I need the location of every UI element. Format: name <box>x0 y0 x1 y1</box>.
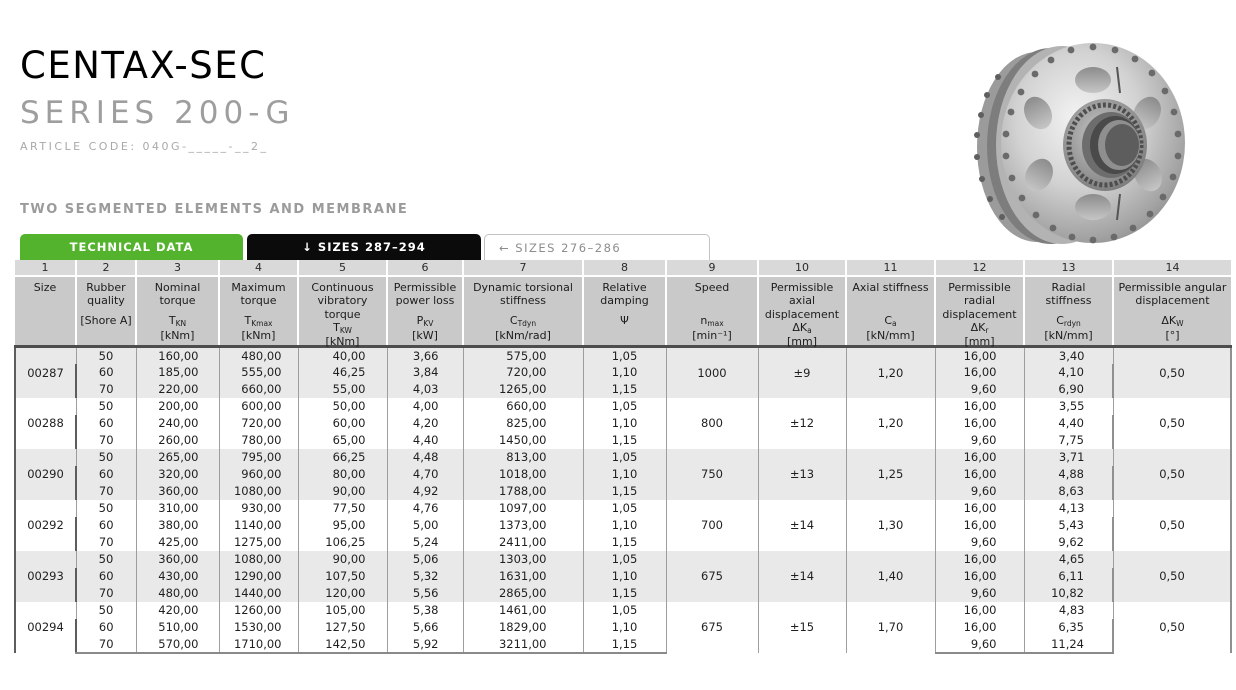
technical-data-table-wrap <box>14 260 1230 654</box>
cell-maximum-torque: 780,00 <box>219 432 298 449</box>
cell-nominal-torque: 310,00 <box>136 500 219 517</box>
brand-block <box>20 44 295 153</box>
configuration-subtitle: TWO SEGMENTED ELEMENTS AND MEMBRANE <box>20 202 409 217</box>
cell-relative-damping: 1,10 <box>583 364 666 381</box>
tab-bar <box>20 234 710 260</box>
cell-radial-stiffness: 7,75 <box>1024 432 1113 449</box>
cell-axial-displacement: ±15 <box>758 602 846 653</box>
table-row <box>15 500 1231 517</box>
column-number: 13 <box>1024 260 1113 276</box>
cell-torsional-stiffness: 1450,00 <box>463 432 583 449</box>
column-header: Dynamic torsional stiffness $C_{Tdyn}$ [kNm/rad] <box>463 276 583 347</box>
cell-relative-damping: 1,05 <box>583 398 666 415</box>
cell-radial-stiffness: 6,90 <box>1024 381 1113 398</box>
cell-nominal-torque: 425,00 <box>136 534 219 551</box>
cell-relative-damping: 1,15 <box>583 381 666 398</box>
cell-radial-displacement: 16,00 <box>935 466 1024 483</box>
cell-maximum-torque: 960,00 <box>219 466 298 483</box>
cell-axial-displacement: ±13 <box>758 449 846 500</box>
column-number: 12 <box>935 260 1024 276</box>
table-row <box>15 568 1231 585</box>
cell-maximum-torque: 1080,00 <box>219 483 298 500</box>
cell-relative-damping: 1,15 <box>583 483 666 500</box>
cell-power-loss: 3,66 <box>387 347 463 364</box>
cell-power-loss: 4,00 <box>387 398 463 415</box>
coupling-product-image <box>965 35 1195 260</box>
cell-radial-displacement: 16,00 <box>935 602 1024 619</box>
cell-maximum-torque: 1530,00 <box>219 619 298 636</box>
table-row <box>15 551 1231 568</box>
cell-speed: 800 <box>666 398 758 449</box>
column-number: 2 <box>76 260 136 276</box>
cell-radial-displacement: 9,60 <box>935 636 1024 653</box>
cell-size: 00288 <box>15 398 76 449</box>
cell-speed: 675 <box>666 551 758 602</box>
cell-torsional-stiffness: 3211,00 <box>463 636 583 653</box>
cell-maximum-torque: 480,00 <box>219 347 298 364</box>
cell-angular-displacement: 0,50 <box>1113 500 1231 551</box>
cell-rubber-quality: 60 <box>76 568 136 585</box>
cell-vibratory-torque: 77,50 <box>298 500 387 517</box>
cell-vibratory-torque: 40,00 <box>298 347 387 364</box>
cell-radial-displacement: 16,00 <box>935 347 1024 364</box>
cell-maximum-torque: 1275,00 <box>219 534 298 551</box>
table-row <box>15 534 1231 551</box>
column-header: Permissible power loss $P_{KV}$ [kW] <box>387 276 463 347</box>
cell-radial-displacement: 9,60 <box>935 534 1024 551</box>
cell-axial-stiffness: 1,70 <box>846 602 935 653</box>
cell-radial-stiffness: 5,43 <box>1024 517 1113 534</box>
cell-torsional-stiffness: 2411,00 <box>463 534 583 551</box>
table-row <box>15 398 1231 415</box>
tab-sizes-287-294[interactable]: ↓ SIZES 287–294 <box>247 234 481 260</box>
cell-nominal-torque: 420,00 <box>136 602 219 619</box>
cell-rubber-quality: 60 <box>76 415 136 432</box>
cell-vibratory-torque: 120,00 <box>298 585 387 602</box>
column-header: Permissible angular displacement $\Delta K_W$ [°] <box>1113 276 1231 347</box>
cell-maximum-torque: 1260,00 <box>219 602 298 619</box>
column-number: 5 <box>298 260 387 276</box>
cell-maximum-torque: 660,00 <box>219 381 298 398</box>
cell-radial-stiffness: 4,65 <box>1024 551 1113 568</box>
cell-vibratory-torque: 90,00 <box>298 483 387 500</box>
cell-torsional-stiffness: 575,00 <box>463 347 583 364</box>
column-header: Maximum torque $T_{Kmax}$ [kNm] <box>219 276 298 347</box>
cell-axial-stiffness: 1,40 <box>846 551 935 602</box>
cell-torsional-stiffness: 1097,00 <box>463 500 583 517</box>
cell-nominal-torque: 380,00 <box>136 517 219 534</box>
cell-power-loss: 5,32 <box>387 568 463 585</box>
tab-sizes-276-286[interactable]: ← SIZES 276–286 <box>484 234 710 260</box>
cell-relative-damping: 1,15 <box>583 585 666 602</box>
table-row <box>15 636 1231 653</box>
column-header: Permissible axial displacement $\Delta K_a$ [mm] <box>758 276 846 347</box>
table-row <box>15 381 1231 398</box>
cell-relative-damping: 1,15 <box>583 534 666 551</box>
cell-maximum-torque: 1710,00 <box>219 636 298 653</box>
cell-radial-stiffness: 4,10 <box>1024 364 1113 381</box>
cell-angular-displacement: 0,50 <box>1113 347 1231 398</box>
cell-angular-displacement: 0,50 <box>1113 449 1231 500</box>
cell-relative-damping: 1,10 <box>583 415 666 432</box>
cell-relative-damping: 1,15 <box>583 636 666 653</box>
cell-maximum-torque: 930,00 <box>219 500 298 517</box>
cell-vibratory-torque: 66,25 <box>298 449 387 466</box>
column-header: Axial stiffness $C_a$ [kN/mm] <box>846 276 935 347</box>
cell-rubber-quality: 60 <box>76 619 136 636</box>
cell-size: 00287 <box>15 347 76 398</box>
cell-torsional-stiffness: 2865,00 <box>463 585 583 602</box>
cell-nominal-torque: 240,00 <box>136 415 219 432</box>
cell-nominal-torque: 260,00 <box>136 432 219 449</box>
column-number: 11 <box>846 260 935 276</box>
cell-rubber-quality: 70 <box>76 381 136 398</box>
column-number: 9 <box>666 260 758 276</box>
column-number: 10 <box>758 260 846 276</box>
column-header: Nominal torque $T_{KN}$ [kNm] <box>136 276 219 347</box>
cell-radial-stiffness: 8,63 <box>1024 483 1113 500</box>
cell-torsional-stiffness: 1018,00 <box>463 466 583 483</box>
column-headers-row <box>15 276 1231 347</box>
cell-speed: 1000 <box>666 347 758 398</box>
cell-relative-damping: 1,10 <box>583 517 666 534</box>
cell-torsional-stiffness: 1461,00 <box>463 602 583 619</box>
cell-maximum-torque: 795,00 <box>219 449 298 466</box>
cell-power-loss: 5,38 <box>387 602 463 619</box>
table-body <box>15 347 1231 653</box>
cell-vibratory-torque: 65,00 <box>298 432 387 449</box>
cell-vibratory-torque: 142,50 <box>298 636 387 653</box>
table-head <box>15 260 1231 347</box>
cell-torsional-stiffness: 1373,00 <box>463 517 583 534</box>
cell-vibratory-torque: 105,00 <box>298 602 387 619</box>
cell-maximum-torque: 1440,00 <box>219 585 298 602</box>
cell-power-loss: 4,03 <box>387 381 463 398</box>
table-row <box>15 602 1231 619</box>
page-title: CENTAX-SEC <box>20 44 267 87</box>
cell-power-loss: 5,56 <box>387 585 463 602</box>
cell-radial-stiffness: 4,13 <box>1024 500 1113 517</box>
cell-power-loss: 4,70 <box>387 466 463 483</box>
cell-rubber-quality: 70 <box>76 534 136 551</box>
column-header: Size <box>15 276 76 347</box>
cell-rubber-quality: 50 <box>76 551 136 568</box>
cell-speed: 750 <box>666 449 758 500</box>
cell-nominal-torque: 510,00 <box>136 619 219 636</box>
cell-axial-displacement: ±14 <box>758 500 846 551</box>
cell-radial-displacement: 9,60 <box>935 432 1024 449</box>
cell-rubber-quality: 70 <box>76 585 136 602</box>
cell-power-loss: 5,66 <box>387 619 463 636</box>
cell-radial-displacement: 9,60 <box>935 585 1024 602</box>
cell-relative-damping: 1,05 <box>583 500 666 517</box>
cell-power-loss: 3,84 <box>387 364 463 381</box>
cell-torsional-stiffness: 720,00 <box>463 364 583 381</box>
cell-power-loss: 5,24 <box>387 534 463 551</box>
cell-radial-displacement: 16,00 <box>935 517 1024 534</box>
cell-radial-displacement: 16,00 <box>935 415 1024 432</box>
cell-relative-damping: 1,15 <box>583 432 666 449</box>
cell-torsional-stiffness: 1631,00 <box>463 568 583 585</box>
cell-vibratory-torque: 90,00 <box>298 551 387 568</box>
cell-nominal-torque: 360,00 <box>136 483 219 500</box>
cell-angular-displacement: 0,50 <box>1113 398 1231 449</box>
table-row <box>15 619 1231 636</box>
cell-vibratory-torque: 46,25 <box>298 364 387 381</box>
cell-power-loss: 5,06 <box>387 551 463 568</box>
cell-radial-displacement: 16,00 <box>935 364 1024 381</box>
cell-vibratory-torque: 80,00 <box>298 466 387 483</box>
cell-relative-damping: 1,10 <box>583 619 666 636</box>
table-row <box>15 432 1231 449</box>
table-row <box>15 415 1231 432</box>
cell-rubber-quality: 50 <box>76 602 136 619</box>
cell-size: 00292 <box>15 500 76 551</box>
column-header: Radial stiffness $C_{rdyn}$ [kN/mm] <box>1024 276 1113 347</box>
column-numbers-row <box>15 260 1231 276</box>
tab-technical-data[interactable]: TECHNICAL DATA <box>20 234 243 260</box>
cell-nominal-torque: 430,00 <box>136 568 219 585</box>
cell-radial-stiffness: 10,82 <box>1024 585 1113 602</box>
table-row <box>15 517 1231 534</box>
cell-size: 00290 <box>15 449 76 500</box>
cell-maximum-torque: 1140,00 <box>219 517 298 534</box>
table-row <box>15 483 1231 500</box>
cell-torsional-stiffness: 813,00 <box>463 449 583 466</box>
cell-nominal-torque: 200,00 <box>136 398 219 415</box>
cell-axial-displacement: ±12 <box>758 398 846 449</box>
cell-radial-displacement: 16,00 <box>935 619 1024 636</box>
table-row <box>15 347 1231 364</box>
cell-rubber-quality: 70 <box>76 636 136 653</box>
cell-relative-damping: 1,05 <box>583 551 666 568</box>
cell-nominal-torque: 320,00 <box>136 466 219 483</box>
cell-speed: 675 <box>666 602 758 653</box>
cell-torsional-stiffness: 1265,00 <box>463 381 583 398</box>
cell-maximum-torque: 600,00 <box>219 398 298 415</box>
cell-radial-stiffness: 4,88 <box>1024 466 1113 483</box>
cell-vibratory-torque: 50,00 <box>298 398 387 415</box>
column-header: Relative damping Ψ <box>583 276 666 347</box>
cell-power-loss: 5,92 <box>387 636 463 653</box>
cell-axial-stiffness: 1,20 <box>846 398 935 449</box>
cell-radial-stiffness: 4,83 <box>1024 602 1113 619</box>
cell-rubber-quality: 50 <box>76 500 136 517</box>
cell-relative-damping: 1,10 <box>583 466 666 483</box>
cell-maximum-torque: 1080,00 <box>219 551 298 568</box>
cell-radial-displacement: 16,00 <box>935 449 1024 466</box>
cell-axial-stiffness: 1,25 <box>846 449 935 500</box>
cell-power-loss: 4,48 <box>387 449 463 466</box>
cell-vibratory-torque: 127,50 <box>298 619 387 636</box>
table-row <box>15 466 1231 483</box>
column-header: Permissible radial displacement $\Delta K_r$ [mm] <box>935 276 1024 347</box>
cell-radial-stiffness: 6,11 <box>1024 568 1113 585</box>
column-header: Speed $n_{max}$ [min⁻¹] <box>666 276 758 347</box>
cell-torsional-stiffness: 1829,00 <box>463 619 583 636</box>
table-row <box>15 449 1231 466</box>
cell-rubber-quality: 60 <box>76 466 136 483</box>
table-row <box>15 364 1231 381</box>
cell-speed: 700 <box>666 500 758 551</box>
cell-radial-displacement: 16,00 <box>935 398 1024 415</box>
cell-radial-stiffness: 4,40 <box>1024 415 1113 432</box>
cell-nominal-torque: 480,00 <box>136 585 219 602</box>
cell-nominal-torque: 265,00 <box>136 449 219 466</box>
cell-nominal-torque: 160,00 <box>136 347 219 364</box>
cell-radial-stiffness: 11,24 <box>1024 636 1113 653</box>
cell-radial-stiffness: 6,35 <box>1024 619 1113 636</box>
cell-radial-displacement: 16,00 <box>935 568 1024 585</box>
cell-torsional-stiffness: 660,00 <box>463 398 583 415</box>
cell-maximum-torque: 555,00 <box>219 364 298 381</box>
cell-vibratory-torque: 95,00 <box>298 517 387 534</box>
cell-radial-stiffness: 3,55 <box>1024 398 1113 415</box>
cell-radial-displacement: 9,60 <box>935 483 1024 500</box>
cell-rubber-quality: 70 <box>76 483 136 500</box>
cell-torsional-stiffness: 1788,00 <box>463 483 583 500</box>
cell-rubber-quality: 50 <box>76 449 136 466</box>
cell-rubber-quality: 60 <box>76 517 136 534</box>
series-title: SERIES 200-G <box>20 95 295 131</box>
cell-power-loss: 4,76 <box>387 500 463 517</box>
column-number: 14 <box>1113 260 1231 276</box>
column-header: Continuous vibratory torque $T_{KW}$ [kNm] <box>298 276 387 347</box>
cell-relative-damping: 1,10 <box>583 568 666 585</box>
cell-torsional-stiffness: 1303,00 <box>463 551 583 568</box>
cell-radial-stiffness: 3,71 <box>1024 449 1113 466</box>
column-number: 3 <box>136 260 219 276</box>
cell-power-loss: 4,92 <box>387 483 463 500</box>
cell-rubber-quality: 50 <box>76 398 136 415</box>
column-number: 1 <box>15 260 76 276</box>
cell-angular-displacement: 0,50 <box>1113 551 1231 602</box>
cell-size: 00294 <box>15 602 76 653</box>
cell-vibratory-torque: 106,25 <box>298 534 387 551</box>
cell-axial-stiffness: 1,20 <box>846 347 935 398</box>
cell-radial-stiffness: 3,40 <box>1024 347 1113 364</box>
column-number: 8 <box>583 260 666 276</box>
cell-relative-damping: 1,05 <box>583 347 666 364</box>
cell-maximum-torque: 720,00 <box>219 415 298 432</box>
cell-radial-displacement: 16,00 <box>935 551 1024 568</box>
cell-axial-displacement: ±14 <box>758 551 846 602</box>
cell-angular-displacement: 0,50 <box>1113 602 1231 653</box>
cell-rubber-quality: 70 <box>76 432 136 449</box>
cell-vibratory-torque: 60,00 <box>298 415 387 432</box>
cell-axial-displacement: ±9 <box>758 347 846 398</box>
cell-nominal-torque: 570,00 <box>136 636 219 653</box>
cell-maximum-torque: 1290,00 <box>219 568 298 585</box>
cell-nominal-torque: 185,00 <box>136 364 219 381</box>
cell-relative-damping: 1,05 <box>583 449 666 466</box>
technical-table <box>14 260 1232 654</box>
cell-rubber-quality: 60 <box>76 364 136 381</box>
cell-axial-stiffness: 1,30 <box>846 500 935 551</box>
cell-vibratory-torque: 107,50 <box>298 568 387 585</box>
column-number: 7 <box>463 260 583 276</box>
column-number: 4 <box>219 260 298 276</box>
cell-power-loss: 4,40 <box>387 432 463 449</box>
cell-rubber-quality: 50 <box>76 347 136 364</box>
cell-nominal-torque: 360,00 <box>136 551 219 568</box>
article-code: ARTICLE CODE: 040G-_____-__2_ <box>20 140 269 153</box>
cell-radial-displacement: 9,60 <box>935 381 1024 398</box>
cell-radial-displacement: 16,00 <box>935 500 1024 517</box>
column-header: Rubber quality [Shore A] <box>76 276 136 347</box>
cell-size: 00293 <box>15 551 76 602</box>
table-row <box>15 585 1231 602</box>
cell-vibratory-torque: 55,00 <box>298 381 387 398</box>
cell-radial-stiffness: 9,62 <box>1024 534 1113 551</box>
cell-power-loss: 5,00 <box>387 517 463 534</box>
column-number: 6 <box>387 260 463 276</box>
cell-torsional-stiffness: 825,00 <box>463 415 583 432</box>
cell-power-loss: 4,20 <box>387 415 463 432</box>
cell-nominal-torque: 220,00 <box>136 381 219 398</box>
cell-relative-damping: 1,05 <box>583 602 666 619</box>
